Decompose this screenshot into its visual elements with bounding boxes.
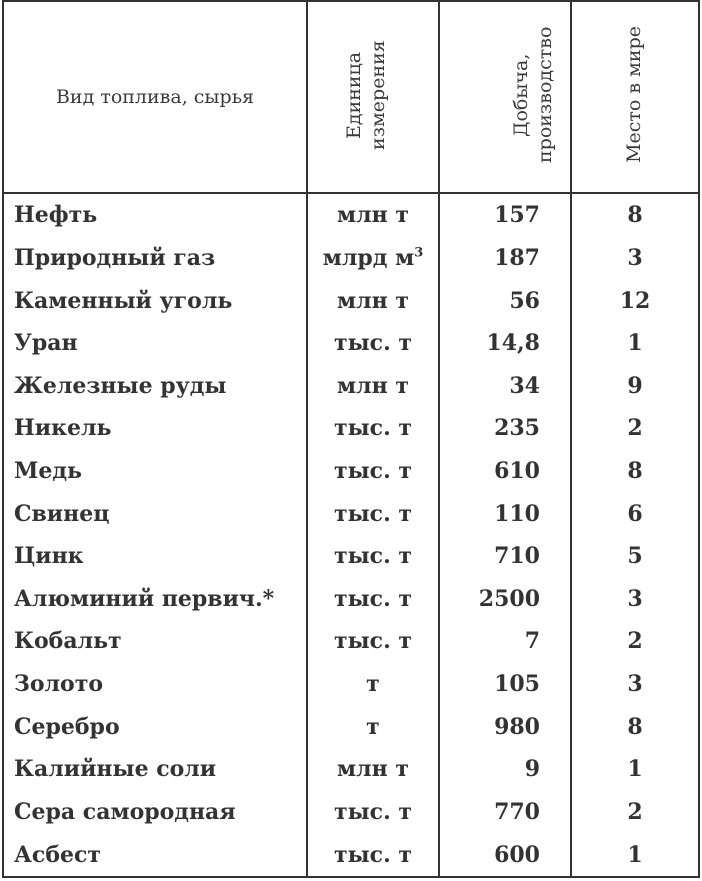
header-rank-label: Место в мире <box>623 26 646 163</box>
cell-production <box>439 578 571 621</box>
cell-name-text: Каменный уголь <box>14 287 233 314</box>
cell-production <box>439 663 571 706</box>
cell-name <box>3 620 307 663</box>
cell-rank-text: 9 <box>627 372 643 399</box>
cell-name-text: Сера самородная <box>14 798 236 825</box>
cell-name <box>3 450 307 493</box>
cell-rank <box>571 407 699 450</box>
cell-name <box>3 791 307 834</box>
cell-unit <box>307 791 439 834</box>
cell-production-text: 34 <box>509 372 540 399</box>
cell-rank <box>571 364 699 407</box>
cell-name <box>3 578 307 621</box>
cell-rank-text: 8 <box>627 713 643 740</box>
cell-production-text: 14,8 <box>486 330 540 357</box>
cell-unit-text: тыс. т <box>333 798 413 825</box>
cell-name-text: Золото <box>14 671 104 698</box>
cell-unit-text: тыс. т <box>333 415 413 442</box>
cell-production-text: 7 <box>524 628 540 655</box>
cell-unit <box>307 620 439 663</box>
cell-unit <box>307 705 439 748</box>
cell-rank-text: 5 <box>627 543 643 570</box>
cell-unit <box>307 237 439 280</box>
header-name-label: Вид топлива, сырья <box>55 86 255 108</box>
table-body <box>3 193 699 877</box>
table-row <box>3 620 699 663</box>
cell-name-text: Серебро <box>14 713 120 740</box>
cell-unit <box>307 663 439 706</box>
cell-rank-text: 3 <box>627 671 643 698</box>
header-name <box>3 1 307 193</box>
cell-name-text: Свинец <box>14 500 110 527</box>
cell-name-text: Асбест <box>14 841 102 868</box>
cell-rank <box>571 620 699 663</box>
cell-production-text: 600 <box>494 841 540 868</box>
cell-production <box>439 450 571 493</box>
cell-name-text: Цинк <box>14 543 84 570</box>
cell-name <box>3 364 307 407</box>
cell-name-text: Алюминий первич.* <box>14 585 275 612</box>
cell-name <box>3 492 307 535</box>
cell-name <box>3 535 307 578</box>
cell-rank-text: 2 <box>627 628 643 655</box>
cell-production-text: 110 <box>494 500 540 527</box>
cell-rank <box>571 193 699 237</box>
table-row <box>3 705 699 748</box>
cell-production <box>439 791 571 834</box>
table-row <box>3 663 699 706</box>
cell-rank <box>571 705 699 748</box>
cell-rank-text: 1 <box>627 330 643 357</box>
cell-name-text: Нефть <box>14 202 98 229</box>
cell-rank <box>571 237 699 280</box>
cell-production-text: 157 <box>494 202 540 229</box>
cell-rank <box>571 748 699 791</box>
table-row <box>3 193 699 237</box>
cell-production-text: 9 <box>524 756 540 783</box>
table-row <box>3 364 699 407</box>
cell-name-text: Кобальт <box>14 628 122 655</box>
cell-name <box>3 748 307 791</box>
cell-unit <box>307 833 439 877</box>
cell-name-text: Калийные соли <box>14 756 217 783</box>
cell-production <box>439 833 571 877</box>
cell-production-text: 710 <box>494 543 540 570</box>
cell-name <box>3 663 307 706</box>
cell-name-text: Уран <box>14 330 78 357</box>
header-unit-label: Единица измерения <box>343 39 389 150</box>
cell-name <box>3 279 307 322</box>
cell-production-text: 235 <box>494 415 540 442</box>
cell-rank-text: 6 <box>627 500 643 527</box>
resources-table <box>2 0 700 878</box>
cell-production <box>439 620 571 663</box>
cell-unit-text: тыс. т <box>333 543 413 570</box>
cell-rank <box>571 535 699 578</box>
cell-rank <box>571 279 699 322</box>
table-row <box>3 279 699 322</box>
cell-name <box>3 237 307 280</box>
cell-production-text: 187 <box>494 244 540 271</box>
header-row <box>3 1 699 193</box>
header-unit <box>307 1 439 193</box>
cell-production-text: 56 <box>509 287 540 314</box>
cell-name-text: Железные руды <box>14 372 227 399</box>
cell-production <box>439 535 571 578</box>
cell-unit <box>307 535 439 578</box>
cell-unit <box>307 322 439 365</box>
cell-unit-text: тыс. т <box>333 457 413 484</box>
header-production <box>439 1 571 193</box>
cell-unit-text: млн т <box>336 756 409 783</box>
cell-production <box>439 364 571 407</box>
cell-name <box>3 705 307 748</box>
cell-unit <box>307 193 439 237</box>
table-row <box>3 450 699 493</box>
unit-superscript: 3 <box>414 245 424 261</box>
table-row <box>3 407 699 450</box>
cell-unit <box>307 748 439 791</box>
cell-production-text: 770 <box>494 798 540 825</box>
cell-production-text: 105 <box>494 671 540 698</box>
header-production-label: Добыча, производство <box>510 26 556 163</box>
cell-rank <box>571 450 699 493</box>
cell-unit-text: млн т <box>336 372 409 399</box>
cell-rank <box>571 578 699 621</box>
table-row <box>3 237 699 280</box>
cell-production <box>439 705 571 748</box>
cell-unit-text: млрд м <box>322 244 415 271</box>
cell-name <box>3 322 307 365</box>
table-row <box>3 748 699 791</box>
cell-production <box>439 748 571 791</box>
cell-unit <box>307 279 439 322</box>
cell-unit-text: т <box>366 713 380 740</box>
cell-production-text: 980 <box>494 713 540 740</box>
cell-unit-text: тыс. т <box>333 841 413 868</box>
cell-name <box>3 193 307 237</box>
table-row <box>3 578 699 621</box>
cell-production <box>439 407 571 450</box>
table-row <box>3 492 699 535</box>
cell-unit-text: млн т <box>336 202 409 229</box>
cell-unit-text: тыс. т <box>333 628 413 655</box>
cell-rank <box>571 492 699 535</box>
cell-unit <box>307 450 439 493</box>
cell-unit-text: т <box>366 671 380 698</box>
cell-unit-text: млн т <box>336 287 409 314</box>
cell-production <box>439 279 571 322</box>
cell-production <box>439 193 571 237</box>
cell-unit <box>307 364 439 407</box>
cell-name-text: Никель <box>14 415 112 442</box>
cell-rank <box>571 663 699 706</box>
cell-rank-text: 2 <box>627 798 643 825</box>
cell-rank-text: 8 <box>627 457 643 484</box>
cell-name <box>3 833 307 877</box>
cell-production <box>439 322 571 365</box>
cell-name-text: Медь <box>14 457 82 484</box>
table-row <box>3 791 699 834</box>
cell-unit-text: тыс. т <box>333 500 413 527</box>
cell-unit <box>307 407 439 450</box>
cell-rank-text: 2 <box>627 415 643 442</box>
cell-production-text: 610 <box>494 457 540 484</box>
table-row <box>3 535 699 578</box>
cell-name <box>3 407 307 450</box>
cell-unit-text: тыс. т <box>333 330 413 357</box>
cell-production <box>439 237 571 280</box>
table-row <box>3 322 699 365</box>
cell-rank-text: 1 <box>627 841 643 868</box>
cell-rank <box>571 322 699 365</box>
cell-production-text: 2500 <box>478 585 540 612</box>
cell-unit-text: тыс. т <box>333 585 413 612</box>
cell-production <box>439 492 571 535</box>
cell-rank <box>571 791 699 834</box>
cell-name-text: Природный газ <box>14 244 216 271</box>
table-row <box>3 833 699 877</box>
cell-rank <box>571 833 699 877</box>
cell-unit <box>307 578 439 621</box>
cell-rank-text: 3 <box>627 585 643 612</box>
header-rank <box>571 1 699 193</box>
cell-unit <box>307 492 439 535</box>
cell-rank-text: 3 <box>627 244 643 271</box>
cell-rank-text: 12 <box>619 287 651 314</box>
cell-rank-text: 8 <box>627 202 643 229</box>
cell-rank-text: 1 <box>627 756 643 783</box>
